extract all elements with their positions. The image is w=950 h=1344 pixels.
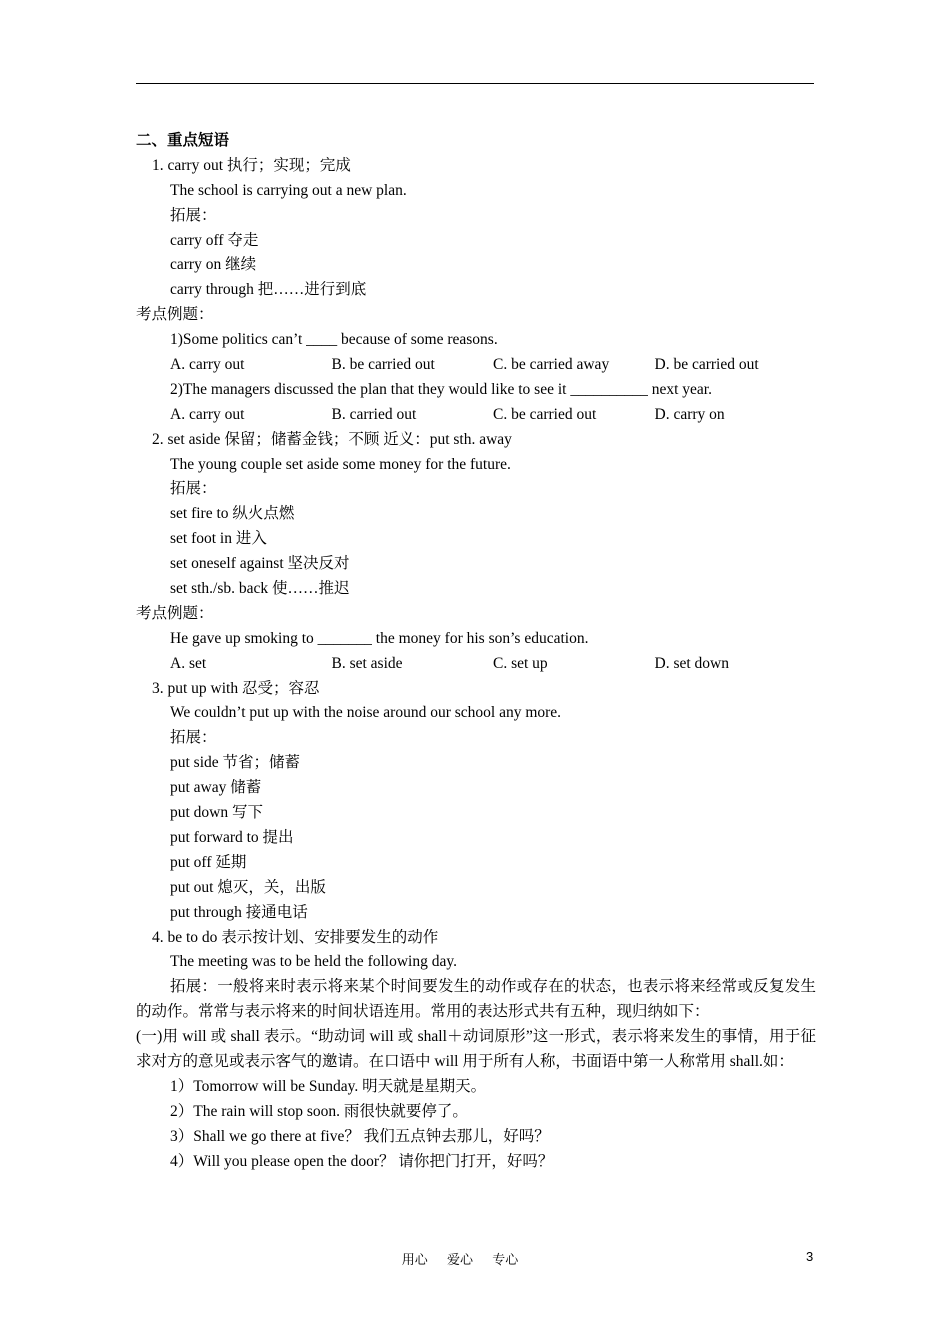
option-b: B. carried out bbox=[331, 405, 417, 423]
example-sentence: 3）Shall we go there at five？ 我们五点钟去那儿，好吗？ bbox=[170, 1127, 550, 1145]
answer-options bbox=[136, 652, 816, 677]
extension-item: set foot in 进入 bbox=[170, 530, 267, 548]
extension-item: carry through 把……进行到底 bbox=[170, 281, 367, 299]
header-rule bbox=[136, 83, 814, 84]
option-c: C. be carried away bbox=[493, 356, 610, 374]
extension-item: carry off 夺走 bbox=[170, 231, 259, 249]
option-a: A. set bbox=[170, 654, 207, 672]
example-sentence: 1）Tomorrow will be Sunday. 明天就是星期天。 bbox=[170, 1077, 487, 1095]
answer-options bbox=[136, 403, 816, 428]
example-sentence: We couldn’t put up with the noise around our school any more. bbox=[170, 704, 562, 722]
example-sentence: 4）Will you please open the door？ 请你把门打开，好吗？ bbox=[170, 1152, 554, 1170]
option-d: D. be carried out bbox=[654, 356, 759, 374]
extension-item: put away 储蓄 bbox=[170, 779, 262, 797]
example-sentence: The school is carrying out a new plan. bbox=[170, 181, 407, 199]
option-d: D. carry on bbox=[654, 405, 725, 423]
extension-label: 拓展： bbox=[170, 480, 217, 498]
phrase-put-up-with: 3. put up with 忍受；容忍 bbox=[152, 679, 320, 697]
exam-question: 1)Some politics can’t ____ because of some reasons. bbox=[170, 331, 498, 349]
example-sentence: 2）The rain will stop soon. 雨很快就要停了。 bbox=[170, 1102, 468, 1120]
exam-question: He gave up smoking to _______ the money for his son’s education. bbox=[170, 629, 589, 647]
extension-label: 拓展： bbox=[170, 729, 217, 747]
phrase-be-to-do: 4. be to do 表示按计划、安排要发生的动作 bbox=[152, 928, 439, 946]
option-d: D. set down bbox=[654, 654, 729, 672]
option-b: B. set aside bbox=[331, 654, 403, 672]
exam-label: 考点例题： bbox=[136, 306, 214, 324]
option-b: B. be carried out bbox=[331, 356, 435, 374]
extension-paragraph: 拓展：一般将来时表示将来某个时间要发生的动作或存在的状态，也表示将来经常或反复发生的动作。常常与表示将来的时间状语连用。常用的表达形式共有五种，现归纳如下： bbox=[136, 978, 816, 1021]
motto-word: 用心 bbox=[401, 1252, 428, 1267]
answer-options bbox=[136, 353, 816, 378]
footer-motto bbox=[0, 1249, 920, 1268]
document-body bbox=[136, 129, 816, 1174]
option-a: A. carry out bbox=[170, 405, 245, 423]
extension-item: set fire to 纵火点燃 bbox=[170, 505, 295, 523]
extension-item: put through 接通电话 bbox=[170, 903, 308, 921]
example-sentence: The meeting was to be held the following day. bbox=[170, 953, 457, 971]
extension-item: set oneself against 坚决反对 bbox=[170, 555, 350, 573]
extension-item: put side 节省；储蓄 bbox=[170, 754, 301, 772]
extension-item: set sth./sb. back 使……推迟 bbox=[170, 580, 350, 598]
section-title: 二、重点短语 bbox=[136, 132, 230, 149]
extension-label: 拓展： bbox=[170, 206, 217, 224]
explanation-paragraph: (一)用 will 或 shall 表示。“助动词 will 或 shall＋动词原形”这一形式，表示将来发生的事情，用于征求对方的意见或表示客气的邀请。在口语中 will 用于所有人称，书面语中第一人称常用 shall.如： bbox=[136, 1028, 817, 1070]
motto-word: 专心 bbox=[492, 1252, 519, 1267]
exam-question: 2)The managers discussed the plan that they would like to see it __________ next year. bbox=[170, 380, 712, 398]
motto-word: 爱心 bbox=[446, 1252, 473, 1267]
exam-label: 考点例题： bbox=[136, 604, 214, 622]
option-a: A. carry out bbox=[170, 356, 245, 374]
page-number: 3 bbox=[806, 1249, 814, 1264]
option-c: C. be carried out bbox=[493, 405, 597, 423]
example-sentence: The young couple set aside some money for the future. bbox=[170, 455, 511, 473]
extension-item: put out 熄灭，关，出版 bbox=[170, 878, 326, 896]
extension-item: carry on 继续 bbox=[170, 256, 257, 274]
extension-item: put down 写下 bbox=[170, 804, 264, 822]
extension-item: put off 延期 bbox=[170, 853, 247, 871]
extension-item: put forward to 提出 bbox=[170, 828, 294, 846]
phrase-carry-out: 1. carry out 执行；实现；完成 bbox=[152, 156, 351, 174]
option-c: C. set up bbox=[493, 654, 548, 672]
phrase-set-aside: 2. set aside 保留；储蓄金钱；不顾 近义：put sth. away bbox=[152, 430, 512, 448]
